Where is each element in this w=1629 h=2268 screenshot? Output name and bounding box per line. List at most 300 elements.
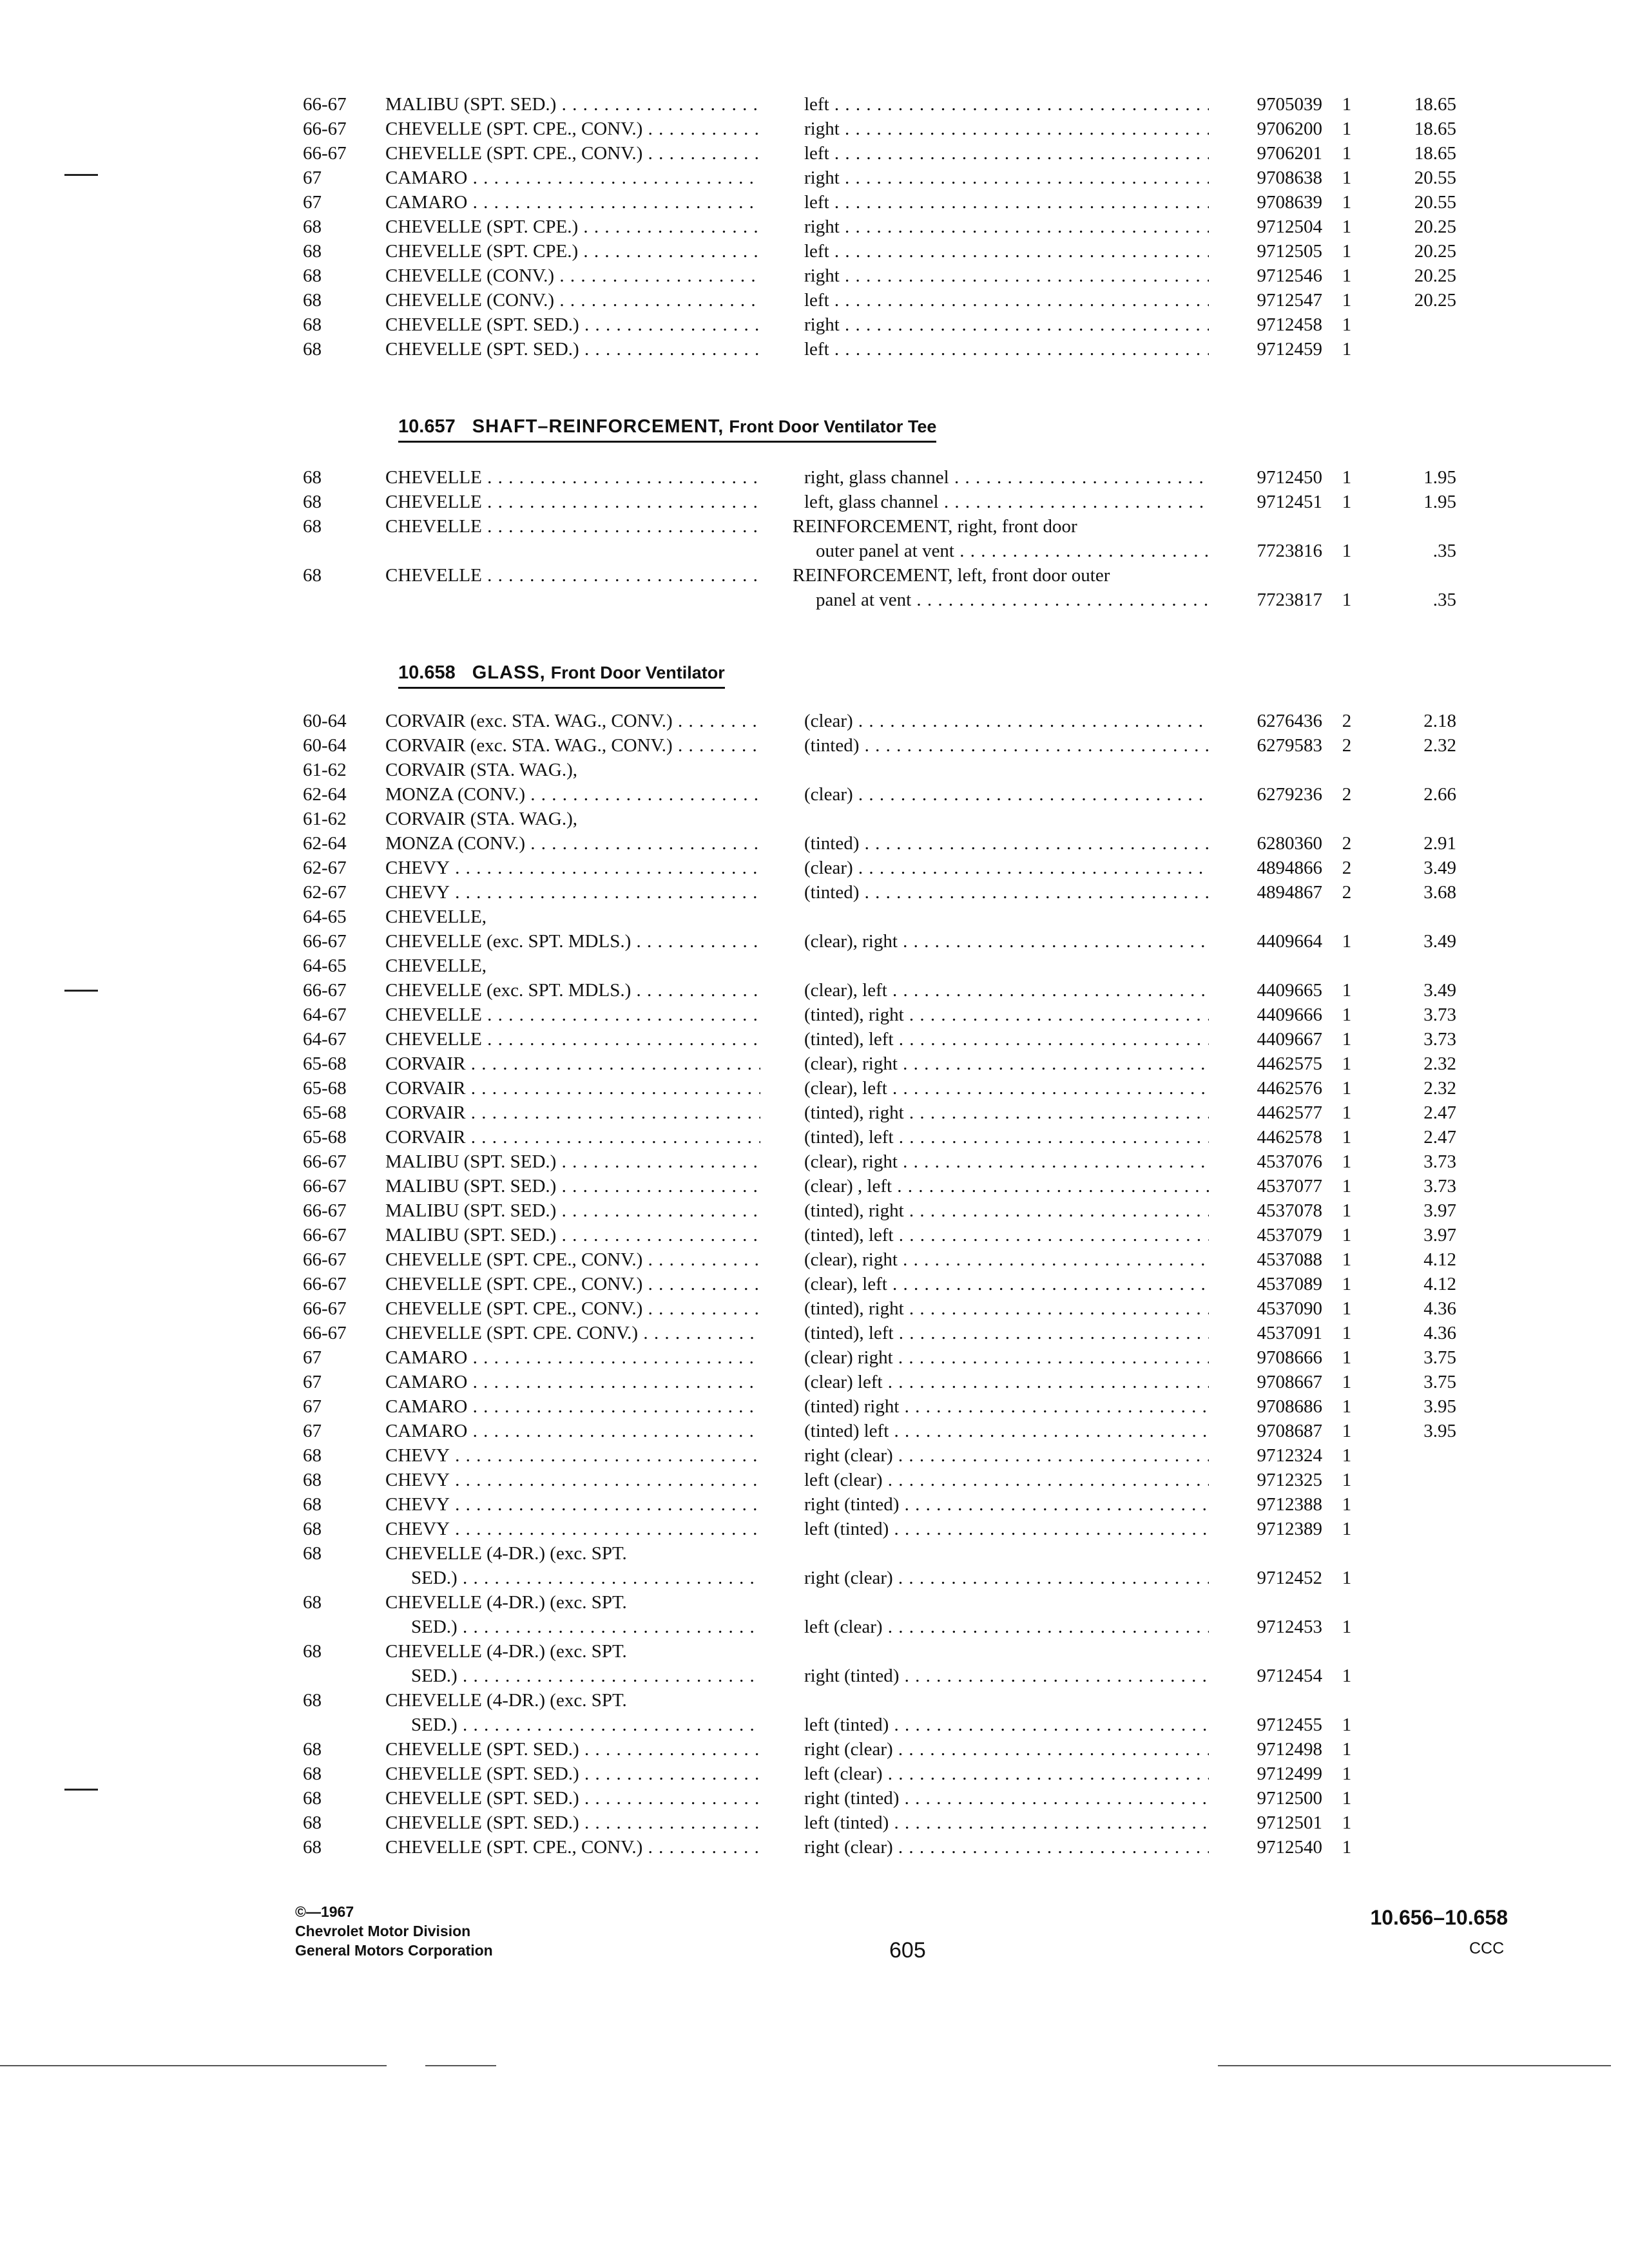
year-cell: 68 xyxy=(303,565,322,586)
description-cell: right (tinted) . . . xyxy=(804,1492,1209,1517)
description-cell: right . . . xyxy=(804,264,1209,288)
quantity-cell: 1 xyxy=(1342,1102,1352,1123)
quantity-cell: 1 xyxy=(1342,119,1352,139)
price-cell: 3.73 xyxy=(1423,1176,1456,1196)
part-number-cell: 4537091 xyxy=(1257,1323,1322,1343)
model-cell: CHEVELLE (SPT. CPE., CONV.) . . . xyxy=(385,1296,760,1321)
section-title: SHAFT–REINFORCEMENT, xyxy=(472,416,724,437)
model-cell: CHEVELLE, xyxy=(385,907,487,927)
part-number-cell: 9712324 xyxy=(1257,1445,1322,1466)
part-number-cell: 4537088 xyxy=(1257,1249,1322,1270)
model-cell: CHEVY . . . xyxy=(385,1517,760,1541)
description-cell: (tinted) left . . . xyxy=(804,1419,1209,1443)
year-cell: 68 xyxy=(303,1519,322,1539)
table-row xyxy=(0,166,1629,190)
description-cell: (clear), left . . . xyxy=(804,1076,1209,1100)
description-cell: (clear), left . . . xyxy=(804,978,1209,1003)
part-number-cell: 9708686 xyxy=(1257,1396,1322,1417)
year-cell: 68 xyxy=(303,1592,322,1613)
quantity-cell: 1 xyxy=(1342,314,1352,335)
description-cell: (tinted), right . . . xyxy=(804,1198,1209,1223)
year-cell: 66-67 xyxy=(303,1176,347,1196)
year-cell: 68 xyxy=(303,241,322,262)
description-cell: (clear), left . . . xyxy=(804,1272,1209,1296)
price-cell: 2.66 xyxy=(1423,784,1456,805)
part-number-cell: 9712547 xyxy=(1257,290,1322,311)
quantity-cell: 1 xyxy=(1342,1788,1352,1809)
year-cell: 66-67 xyxy=(303,143,347,164)
model-cell: CORVAIR (exc. STA. WAG., CONV.) . . . xyxy=(385,733,760,758)
table-row xyxy=(0,1737,1629,1762)
quantity-cell: 1 xyxy=(1342,467,1352,488)
description-cell: left (tinted) . . . xyxy=(804,1517,1209,1541)
description-cell: (tinted), right . . . xyxy=(804,1296,1209,1321)
quantity-cell: 1 xyxy=(1342,1298,1352,1319)
description-cell: right . . . xyxy=(804,117,1209,141)
part-number-cell: 9712459 xyxy=(1257,339,1322,360)
price-cell: 3.68 xyxy=(1423,882,1456,903)
model-cell: CHEVELLE (SPT. SED.) . . . xyxy=(385,1737,760,1762)
quantity-cell: 1 xyxy=(1342,1274,1352,1294)
table-row xyxy=(0,1835,1629,1860)
part-number-cell: 6276436 xyxy=(1257,711,1322,731)
description-cell: right (clear) . . . xyxy=(804,1566,1209,1590)
quantity-cell: 1 xyxy=(1342,216,1352,237)
model-cell: CHEVELLE (SPT. CPE., CONV.) . . . xyxy=(385,117,760,141)
year-cell: 68 xyxy=(303,265,322,286)
year-cell: 68 xyxy=(303,1494,322,1515)
description-cell: left (clear) . . . xyxy=(804,1615,1209,1639)
section-656-table xyxy=(0,92,1629,361)
price-cell: .35 xyxy=(1432,541,1456,561)
quantity-cell: 1 xyxy=(1342,1372,1352,1392)
table-row xyxy=(0,1345,1629,1370)
price-cell: 3.49 xyxy=(1423,858,1456,878)
price-cell: 4.36 xyxy=(1423,1298,1456,1319)
quantity-cell: 1 xyxy=(1342,168,1352,188)
table-row xyxy=(0,514,1629,539)
description-cell: right (clear) . . . xyxy=(804,1737,1209,1762)
quantity-cell: 1 xyxy=(1342,290,1352,311)
table-row xyxy=(0,733,1629,758)
quantity-cell: 1 xyxy=(1342,1568,1352,1588)
part-number-cell: 9712540 xyxy=(1257,1837,1322,1858)
table-row xyxy=(0,1786,1629,1811)
part-number-cell: 9712453 xyxy=(1257,1617,1322,1637)
year-cell: 66-67 xyxy=(303,1298,347,1319)
description-cell: right (tinted) . . . xyxy=(804,1664,1209,1688)
description-cell: left . . . xyxy=(804,190,1209,215)
table-row xyxy=(0,117,1629,141)
quantity-cell: 1 xyxy=(1342,1004,1352,1025)
section-658-header xyxy=(398,660,725,689)
table-row xyxy=(0,215,1629,239)
year-cell: 62-67 xyxy=(303,858,347,878)
description-cell: (tinted) right . . . xyxy=(804,1394,1209,1419)
quantity-cell: 1 xyxy=(1342,1029,1352,1050)
year-cell: 66-67 xyxy=(303,1151,347,1172)
division-name: Chevrolet Motor Division xyxy=(295,1923,471,1939)
model-cell: CHEVELLE (SPT. SED.) . . . xyxy=(385,1811,760,1835)
table-row xyxy=(0,1272,1629,1296)
quantity-cell: 1 xyxy=(1342,1421,1352,1441)
part-number-cell: 9708666 xyxy=(1257,1347,1322,1368)
section-subtitle: Front Door Ventilator Tee xyxy=(729,417,937,436)
price-cell: 4.36 xyxy=(1423,1323,1456,1343)
model-cell: SED.) . . . xyxy=(411,1566,760,1590)
table-row xyxy=(0,1149,1629,1174)
model-cell: CORVAIR . . . xyxy=(385,1125,760,1149)
price-cell: 3.97 xyxy=(1423,1225,1456,1245)
year-cell: 67 xyxy=(303,168,322,188)
model-cell: CAMARO . . . xyxy=(385,190,760,215)
model-cell: CHEVELLE (SPT. CPE.) . . . xyxy=(385,239,760,264)
year-cell: 67 xyxy=(303,1372,322,1392)
price-cell: 2.91 xyxy=(1423,833,1456,854)
part-number-cell: 9712505 xyxy=(1257,241,1322,262)
year-cell: 66-67 xyxy=(303,980,347,1001)
year-cell: 64-67 xyxy=(303,1004,347,1025)
model-cell: CAMARO . . . xyxy=(385,1370,760,1394)
section-658-table xyxy=(0,709,1629,1860)
model-cell: CHEVELLE (SPT. CPE., CONV.) . . . xyxy=(385,1247,760,1272)
price-cell: 2.47 xyxy=(1423,1102,1456,1123)
description-cell: left . . . xyxy=(804,141,1209,166)
divider-line xyxy=(1218,2065,1611,2066)
model-cell: MALIBU (SPT. SED.) . . . xyxy=(385,1174,760,1198)
part-number-cell: 4537078 xyxy=(1257,1200,1322,1221)
page-number: 605 xyxy=(889,1938,926,1963)
table-row xyxy=(0,288,1629,312)
part-number-cell: 9712450 xyxy=(1257,467,1322,488)
table-row xyxy=(0,807,1629,831)
part-number-cell: 9708667 xyxy=(1257,1372,1322,1392)
description-cell: right (clear) . . . xyxy=(804,1443,1209,1468)
part-number-cell: 9712499 xyxy=(1257,1763,1322,1784)
description-cell: (clear), right . . . xyxy=(804,1149,1209,1174)
quantity-cell: 1 xyxy=(1342,1666,1352,1686)
part-number-cell: 4409666 xyxy=(1257,1004,1322,1025)
description-cell: (clear) left . . . xyxy=(804,1370,1209,1394)
description-cell: left (tinted) . . . xyxy=(804,1713,1209,1737)
model-cell: CHEVELLE (CONV.) . . . xyxy=(385,288,760,312)
table-row xyxy=(0,563,1629,588)
model-cell: MONZA (CONV.) . . . xyxy=(385,782,760,807)
price-cell: 2.18 xyxy=(1423,711,1456,731)
price-cell: 3.95 xyxy=(1423,1396,1456,1417)
part-number-cell: 9712325 xyxy=(1257,1470,1322,1490)
description-cell: left . . . xyxy=(804,239,1209,264)
quantity-cell: 1 xyxy=(1342,1347,1352,1368)
model-cell: CHEVELLE (SPT. SED.) . . . xyxy=(385,312,760,337)
table-row xyxy=(0,1713,1629,1737)
table-row xyxy=(0,709,1629,733)
quantity-cell: 2 xyxy=(1342,784,1352,805)
year-cell: 66-67 xyxy=(303,1249,347,1270)
price-cell: 3.75 xyxy=(1423,1347,1456,1368)
description-cell: (tinted), right . . . xyxy=(804,1003,1209,1027)
year-cell: 65-68 xyxy=(303,1053,347,1074)
year-cell: 65-68 xyxy=(303,1102,347,1123)
year-cell: 65-68 xyxy=(303,1078,347,1099)
part-number-cell: 6279583 xyxy=(1257,735,1322,756)
model-cell: MONZA (CONV.) . . . xyxy=(385,831,760,856)
price-cell: 20.55 xyxy=(1414,168,1456,188)
year-cell: 66-67 xyxy=(303,119,347,139)
description-cell: right, glass channel . . . xyxy=(804,465,1209,490)
table-row xyxy=(0,1590,1629,1615)
table-row xyxy=(0,1198,1629,1223)
table-row xyxy=(0,1541,1629,1566)
table-row xyxy=(0,1321,1629,1345)
price-cell: 2.32 xyxy=(1423,735,1456,756)
part-number-cell: 4409667 xyxy=(1257,1029,1322,1050)
quantity-cell: 1 xyxy=(1342,1249,1352,1270)
model-cell: CHEVELLE (SPT. CPE.) . . . xyxy=(385,215,760,239)
table-row xyxy=(0,1615,1629,1639)
model-cell: CHEVELLE (SPT. SED.) . . . xyxy=(385,1786,760,1811)
price-cell: 3.97 xyxy=(1423,1200,1456,1221)
quantity-cell: 1 xyxy=(1342,1445,1352,1466)
table-row xyxy=(0,1100,1629,1125)
description-cell: (tinted) . . . xyxy=(804,733,1209,758)
model-cell: MALIBU (SPT. SED.) . . . xyxy=(385,1198,760,1223)
table-row xyxy=(0,490,1629,514)
table-row xyxy=(0,782,1629,807)
table-row xyxy=(0,337,1629,361)
model-cell: CHEVELLE (SPT. CPE., CONV.) . . . xyxy=(385,1272,760,1296)
model-cell: CHEVELLE, xyxy=(385,956,487,976)
part-number-cell: 4409664 xyxy=(1257,931,1322,952)
table-row xyxy=(0,465,1629,490)
quantity-cell: 1 xyxy=(1342,1739,1352,1760)
quantity-cell: 1 xyxy=(1342,1519,1352,1539)
year-cell: 68 xyxy=(303,1788,322,1809)
part-number-cell: 9708638 xyxy=(1257,168,1322,188)
year-cell: 64-67 xyxy=(303,1029,347,1050)
price-cell: 20.25 xyxy=(1414,216,1456,237)
part-number-cell: 4462578 xyxy=(1257,1127,1322,1148)
table-row xyxy=(0,588,1629,612)
part-number-cell: 6279236 xyxy=(1257,784,1322,805)
model-cell: CAMARO . . . xyxy=(385,1394,760,1419)
description-cell: (tinted), left . . . xyxy=(804,1125,1209,1149)
quantity-cell: 1 xyxy=(1342,931,1352,952)
part-number-cell: 7723816 xyxy=(1257,541,1322,561)
divider-line xyxy=(425,2065,496,2066)
part-number-cell: 4537079 xyxy=(1257,1225,1322,1245)
part-number-cell: 9712451 xyxy=(1257,492,1322,512)
year-cell: 67 xyxy=(303,1347,322,1368)
description-cell: left . . . xyxy=(804,337,1209,361)
price-cell: 4.12 xyxy=(1423,1249,1456,1270)
model-cell: CORVAIR . . . xyxy=(385,1076,760,1100)
quantity-cell: 1 xyxy=(1342,1617,1352,1637)
year-cell: 68 xyxy=(303,1470,322,1490)
description-cell: (tinted), left . . . xyxy=(804,1321,1209,1345)
quantity-cell: 1 xyxy=(1342,1715,1352,1735)
year-cell: 68 xyxy=(303,1641,322,1662)
table-row xyxy=(0,539,1629,563)
model-cell: CORVAIR (exc. STA. WAG., CONV.) . . . xyxy=(385,709,760,733)
part-number-cell: 9706200 xyxy=(1257,119,1322,139)
description-cell: (tinted), right . . . xyxy=(804,1100,1209,1125)
description-cell: left (clear) . . . xyxy=(804,1468,1209,1492)
part-number-cell: 4894867 xyxy=(1257,882,1322,903)
part-number-cell: 9712498 xyxy=(1257,1739,1322,1760)
part-number-cell: 4462575 xyxy=(1257,1053,1322,1074)
model-cell: CHEVELLE (SPT. CPE., CONV.) . . . xyxy=(385,1835,760,1860)
model-cell: CAMARO . . . xyxy=(385,1345,760,1370)
model-cell: CHEVELLE . . . xyxy=(385,563,760,588)
description-cell: panel at vent . . . xyxy=(816,588,1209,612)
section-range: 10.656–10.658 xyxy=(1370,1906,1508,1929)
year-cell: 68 xyxy=(303,1763,322,1784)
quantity-cell: 1 xyxy=(1342,265,1352,286)
year-cell: 66-67 xyxy=(303,1200,347,1221)
table-row xyxy=(0,1370,1629,1394)
year-cell: 68 xyxy=(303,516,322,537)
year-cell: 62-64 xyxy=(303,784,347,805)
part-number-cell: 9712455 xyxy=(1257,1715,1322,1735)
description-cell: (tinted), left . . . xyxy=(804,1223,1209,1247)
description-cell: right . . . xyxy=(804,166,1209,190)
part-number-cell: 9712504 xyxy=(1257,216,1322,237)
year-cell: 67 xyxy=(303,1396,322,1417)
part-number-cell: 9712388 xyxy=(1257,1494,1322,1515)
part-number-cell: 9708687 xyxy=(1257,1421,1322,1441)
year-cell: 66-67 xyxy=(303,1274,347,1294)
table-row xyxy=(0,190,1629,215)
price-cell: 3.95 xyxy=(1423,1421,1456,1441)
section-657-header xyxy=(398,414,936,443)
price-cell: 3.73 xyxy=(1423,1029,1456,1050)
part-number-cell: 4894866 xyxy=(1257,858,1322,878)
table-row xyxy=(0,1394,1629,1419)
description-cell: left (tinted) . . . xyxy=(804,1811,1209,1835)
model-cell: CHEVELLE (4-DR.) (exc. SPT. xyxy=(385,1690,627,1711)
model-cell: CHEVELLE (4-DR.) (exc. SPT. xyxy=(385,1543,627,1564)
year-cell: 62-67 xyxy=(303,882,347,903)
description-cell: outer panel at vent . . . xyxy=(816,539,1209,563)
quantity-cell: 1 xyxy=(1342,1396,1352,1417)
description-cell: right (tinted) . . . xyxy=(804,1786,1209,1811)
year-cell: 68 xyxy=(303,314,322,335)
page-code: CCC xyxy=(1469,1939,1505,1957)
description-cell: left . . . xyxy=(804,92,1209,117)
description-cell: right . . . xyxy=(804,215,1209,239)
quantity-cell: 1 xyxy=(1342,1151,1352,1172)
quantity-cell: 1 xyxy=(1342,1176,1352,1196)
quantity-cell: 1 xyxy=(1342,590,1352,610)
description-cell: left . . . xyxy=(804,288,1209,312)
table-row xyxy=(0,978,1629,1003)
model-cell: CHEVY . . . xyxy=(385,1492,760,1517)
table-row xyxy=(0,1762,1629,1786)
price-cell: 18.65 xyxy=(1414,119,1456,139)
price-cell: 1.95 xyxy=(1423,467,1456,488)
table-row xyxy=(0,929,1629,954)
quantity-cell: 1 xyxy=(1342,1127,1352,1148)
model-cell: CHEVY . . . xyxy=(385,1468,760,1492)
table-row xyxy=(0,1419,1629,1443)
price-cell: 20.55 xyxy=(1414,192,1456,213)
year-cell: 66-67 xyxy=(303,1323,347,1343)
year-cell: 68 xyxy=(303,492,322,512)
description-cell: (tinted) . . . xyxy=(804,880,1209,905)
year-cell: 64-65 xyxy=(303,956,347,976)
description-cell: (tinted) . . . xyxy=(804,831,1209,856)
model-cell: CHEVELLE . . . xyxy=(385,1003,760,1027)
quantity-cell: 1 xyxy=(1342,94,1352,115)
year-cell: 64-65 xyxy=(303,907,347,927)
model-cell: SED.) . . . xyxy=(411,1713,760,1737)
table-row xyxy=(0,1468,1629,1492)
quantity-cell: 1 xyxy=(1342,1200,1352,1221)
section-657-table xyxy=(0,465,1629,612)
quantity-cell: 1 xyxy=(1342,980,1352,1001)
section-subtitle: Front Door Ventilator xyxy=(550,663,725,682)
part-number-cell: 9712454 xyxy=(1257,1666,1322,1686)
part-number-cell: 9712546 xyxy=(1257,265,1322,286)
description-cell: (clear), right . . . xyxy=(804,1247,1209,1272)
part-number-cell: 9712500 xyxy=(1257,1788,1322,1809)
part-number-cell: 7723817 xyxy=(1257,590,1322,610)
model-cell: CHEVELLE (exc. SPT. MDLS.) . . . xyxy=(385,929,760,954)
model-cell: CHEVELLE (SPT. CPE., CONV.) . . . xyxy=(385,141,760,166)
price-cell: 3.49 xyxy=(1423,931,1456,952)
section-number: 10.658 xyxy=(398,662,456,683)
table-row xyxy=(0,1052,1629,1076)
year-cell: 66-67 xyxy=(303,1225,347,1245)
table-row xyxy=(0,1247,1629,1272)
model-cell: CHEVELLE . . . xyxy=(385,465,760,490)
price-cell: 2.32 xyxy=(1423,1053,1456,1074)
part-number-cell: 9712389 xyxy=(1257,1519,1322,1539)
table-row xyxy=(0,1296,1629,1321)
part-number-cell: 9708639 xyxy=(1257,192,1322,213)
description-cell: (clear), right . . . xyxy=(804,929,1209,954)
model-cell: CHEVELLE (SPT. SED.) . . . xyxy=(385,337,760,361)
model-cell: MALIBU (SPT. SED.) . . . xyxy=(385,92,760,117)
table-row xyxy=(0,954,1629,978)
part-number-cell: 9712452 xyxy=(1257,1568,1322,1588)
table-row xyxy=(0,1076,1629,1100)
price-cell: 20.25 xyxy=(1414,265,1456,286)
model-cell: SED.) . . . xyxy=(411,1615,760,1639)
table-row xyxy=(0,1027,1629,1052)
table-row xyxy=(0,92,1629,117)
table-row xyxy=(0,239,1629,264)
section-number: 10.657 xyxy=(398,416,456,437)
quantity-cell: 1 xyxy=(1342,1225,1352,1245)
part-number-cell: 9705039 xyxy=(1257,94,1322,115)
model-cell: CHEVY . . . xyxy=(385,1443,760,1468)
description-cell: REINFORCEMENT, left, front door outer xyxy=(793,565,1110,586)
year-cell: 60-64 xyxy=(303,711,347,731)
table-row xyxy=(0,856,1629,880)
year-cell: 62-64 xyxy=(303,833,347,854)
table-row xyxy=(0,905,1629,929)
price-cell: 3.73 xyxy=(1423,1151,1456,1172)
copyright: ©—1967 xyxy=(295,1903,354,1920)
table-row xyxy=(0,1517,1629,1541)
price-cell: 2.32 xyxy=(1423,1078,1456,1099)
table-row xyxy=(0,1811,1629,1835)
year-cell: 68 xyxy=(303,467,322,488)
quantity-cell: 1 xyxy=(1342,1837,1352,1858)
table-row xyxy=(0,141,1629,166)
